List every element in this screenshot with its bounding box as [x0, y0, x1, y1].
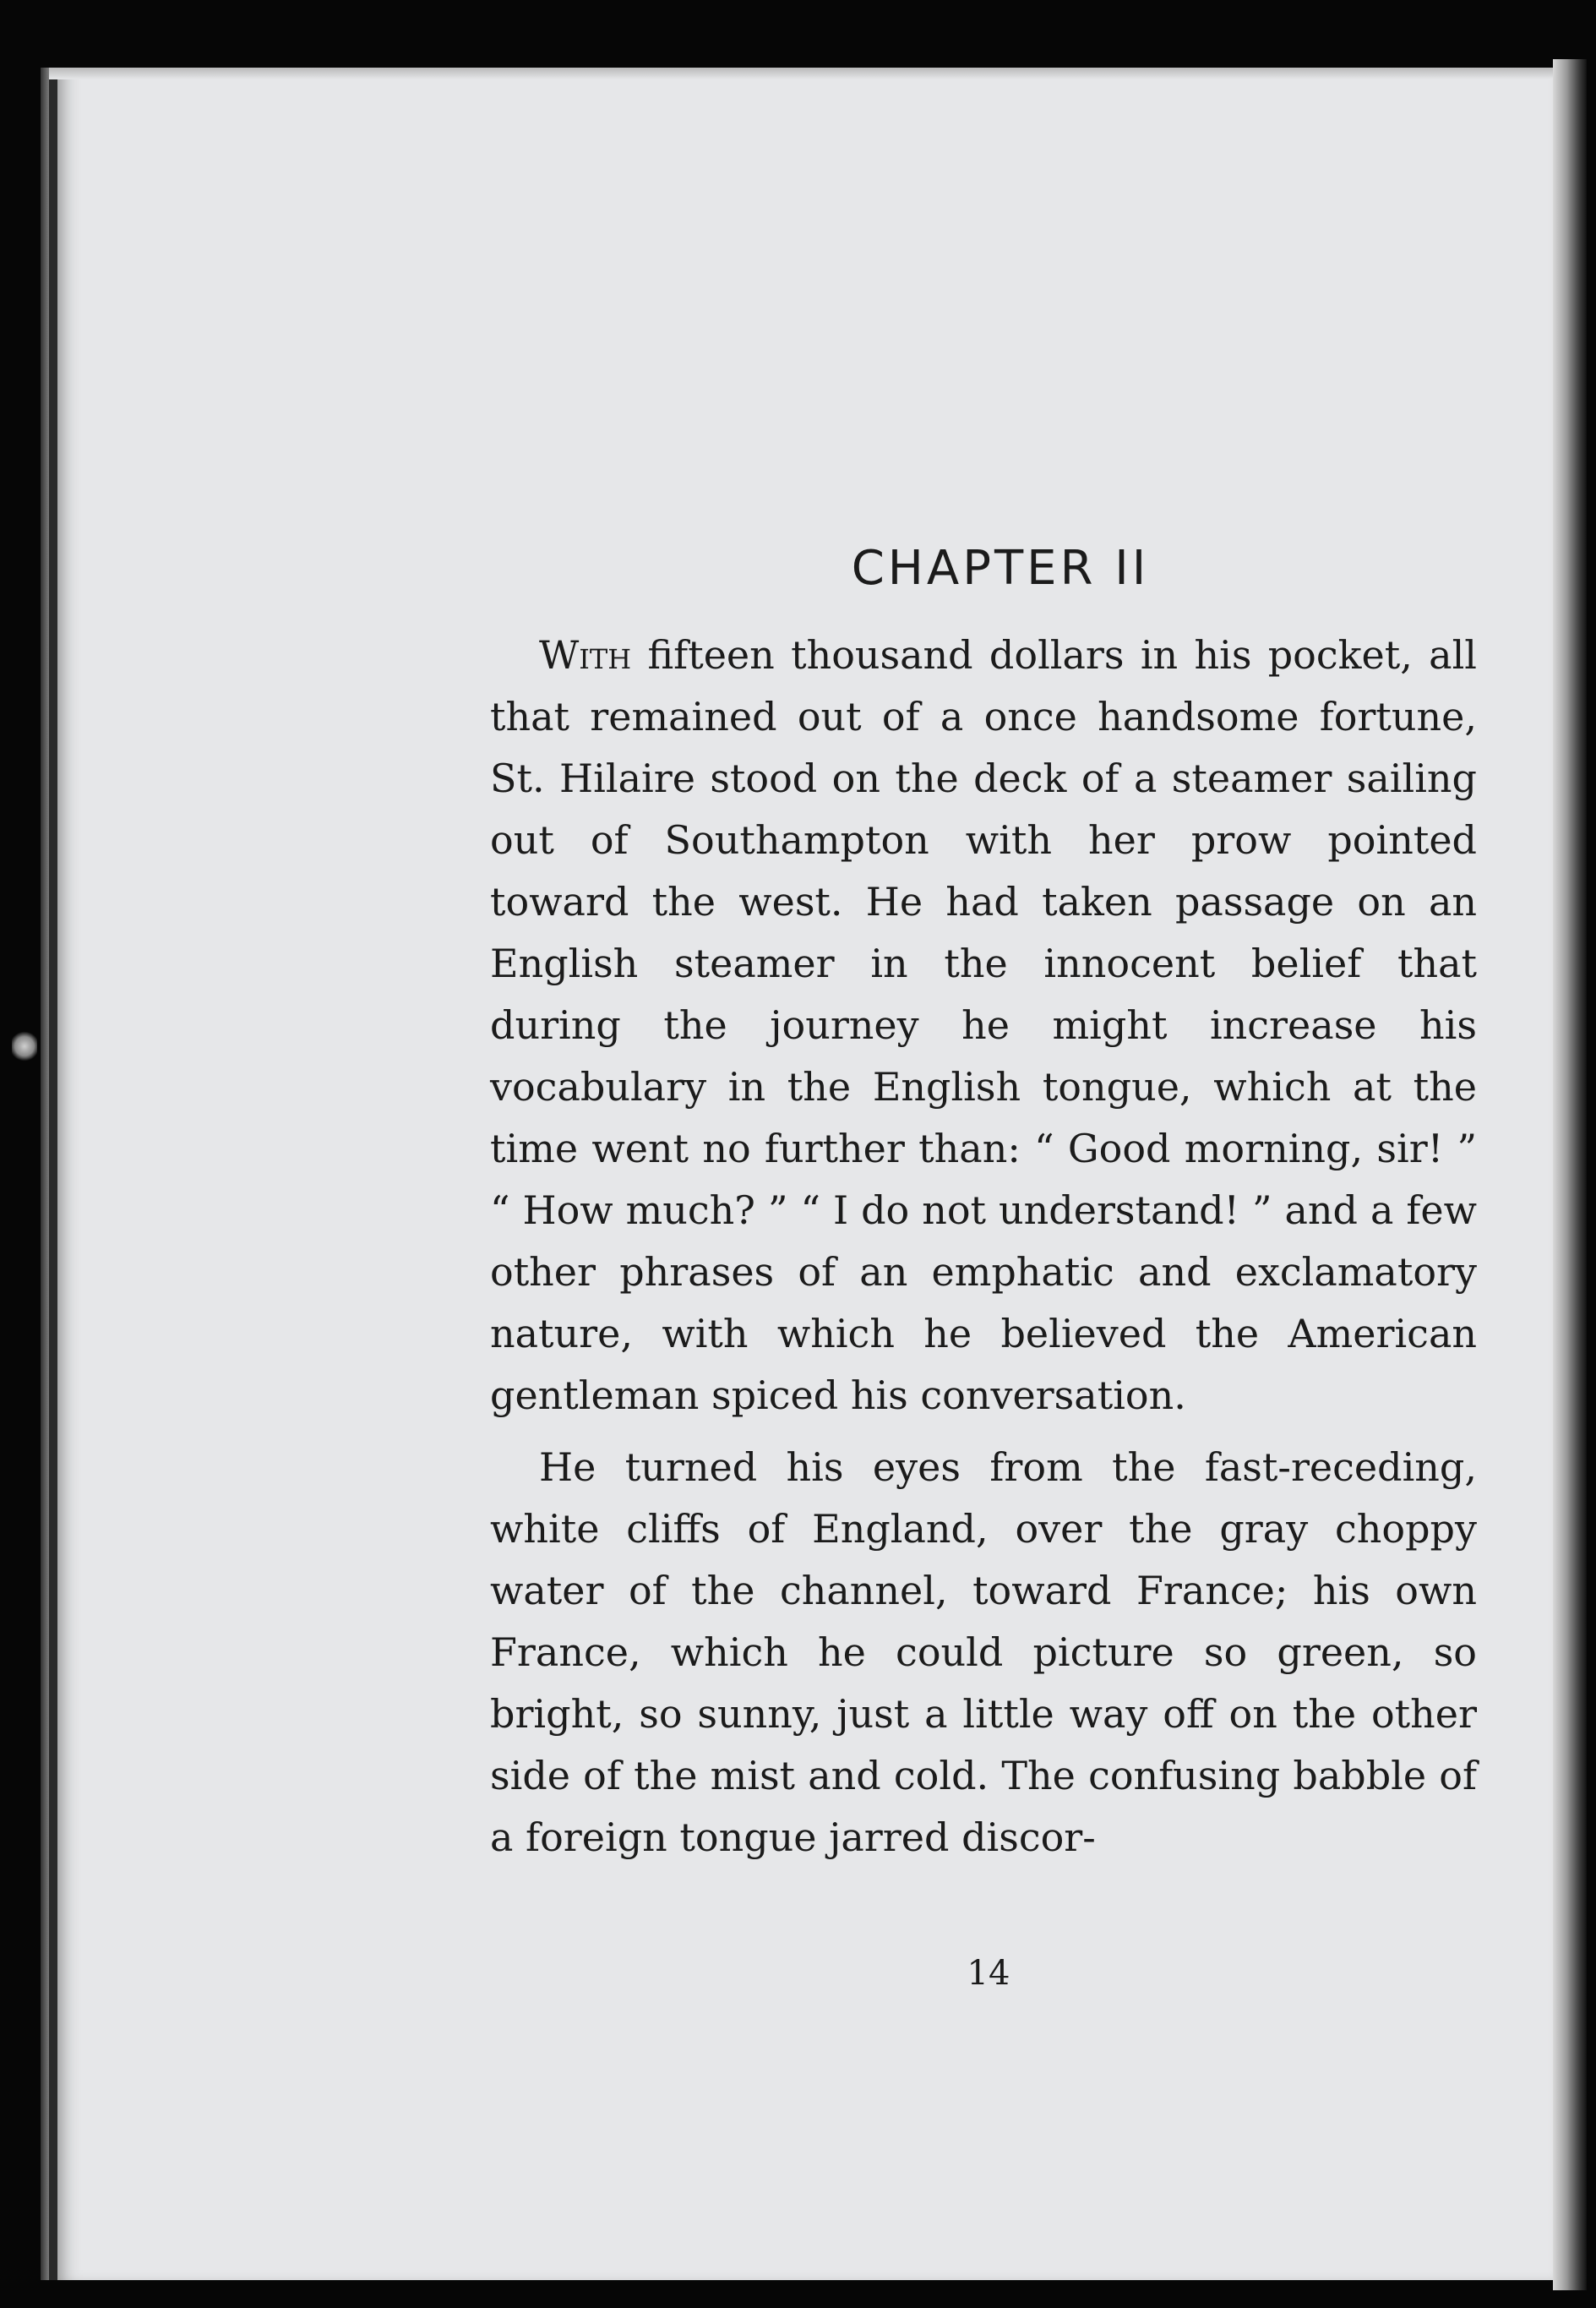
- chapter-title: CHAPTER II: [851, 541, 1150, 596]
- page-number: 14: [967, 1954, 1010, 1993]
- paragraph-lead-word: With: [539, 632, 632, 678]
- page-top-shadow: [49, 68, 1553, 79]
- paragraph-1: [490, 625, 1477, 1427]
- paragraph-1-text: fifteen thousand dollars in his pocket, all that remained out of a once handsome fortune, St. Hilaire stood on the deck of a steamer sailing out of Southampton with her prow pointed toward the west. He had taken passage on an English steamer in the innocent belief that during the journey he might increase his vocabulary in the English tongue, which at the time went no further than: “ Good morning, sir! ” “ How much? ” “ I do not understand! ” and a few other phrases of an emphatic and exclamatory nature, with which he believed the American gentleman spiced his conversation.: [490, 632, 1478, 1418]
- page-right-edge: [1553, 59, 1587, 2290]
- paragraph-2: He turned his eyes from the fast-receding, white cliffs of England, over the gray choppy water of the channel, toward France; his own France, which he could picture so green, so bright, so sunny, just a little way off on the other side of the mist and cold. The confusing babble of a foreign tongue jarred discor-: [490, 1444, 1477, 1860]
- scan-artifact: [12, 1029, 37, 1063]
- chapter-text-block: [490, 541, 1477, 1869]
